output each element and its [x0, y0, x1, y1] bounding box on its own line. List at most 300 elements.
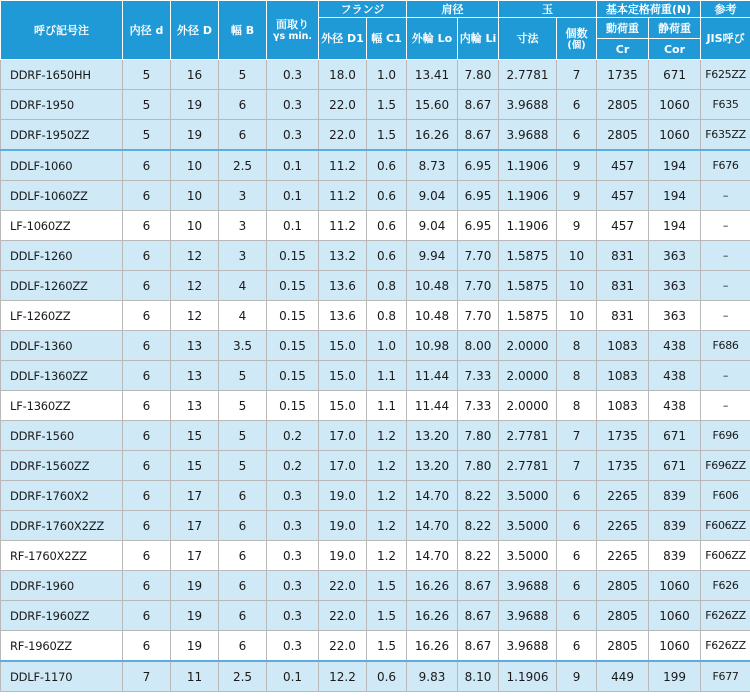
- header-width: 幅 B: [219, 1, 267, 60]
- cell-shoulder-outer: 10.48: [407, 301, 458, 331]
- cell-jis: F686: [701, 331, 750, 361]
- cell-static-load: 438: [649, 361, 701, 391]
- cell-flange-width: 1.5: [367, 120, 407, 151]
- table-row: [1, 601, 750, 631]
- cell-designation: DDRF-1560ZZ: [1, 451, 123, 481]
- cell-shoulder-outer: 14.70: [407, 481, 458, 511]
- cell-ball-count: 9: [557, 181, 597, 211]
- cell-ball-size: 3.9688: [499, 631, 557, 662]
- cell-ball-count: 10: [557, 241, 597, 271]
- cell-ball-count: 6: [557, 541, 597, 571]
- cell-dynamic-load: 2805: [597, 90, 649, 120]
- cell-shoulder-inner: 8.67: [458, 601, 499, 631]
- cell-shoulder-inner: 7.70: [458, 241, 499, 271]
- cell-shoulder-outer: 11.44: [407, 361, 458, 391]
- cell-jis: F626ZZ: [701, 631, 750, 662]
- cell-chamfer: 0.1: [267, 661, 319, 692]
- cell-jis: –: [701, 391, 750, 421]
- cell-jis: –: [701, 361, 750, 391]
- cell-bore: 6: [123, 541, 171, 571]
- cell-dynamic-load: 457: [597, 150, 649, 181]
- cell-ball-count: 8: [557, 331, 597, 361]
- cell-outer-diameter: 12: [171, 271, 219, 301]
- cell-designation: DDLF-1260: [1, 241, 123, 271]
- cell-ball-size: 1.5875: [499, 271, 557, 301]
- cell-ball-count: 8: [557, 361, 597, 391]
- cell-shoulder-inner: 8.22: [458, 481, 499, 511]
- cell-width: 5: [219, 60, 267, 90]
- cell-designation: DDRF-1650HH: [1, 60, 123, 90]
- cell-jis: F606: [701, 481, 750, 511]
- table-row: [1, 511, 750, 541]
- cell-bore: 6: [123, 391, 171, 421]
- header-flange-width: 幅 C1: [367, 18, 407, 60]
- cell-chamfer: 0.3: [267, 511, 319, 541]
- header-dynamic: 動荷重: [597, 18, 649, 39]
- cell-flange-width: 1.1: [367, 361, 407, 391]
- cell-ball-count: 9: [557, 211, 597, 241]
- cell-dynamic-load: 457: [597, 181, 649, 211]
- cell-designation: LF-1260ZZ: [1, 301, 123, 331]
- cell-ball-count: 10: [557, 271, 597, 301]
- cell-bore: 7: [123, 661, 171, 692]
- cell-flange-width: 0.6: [367, 661, 407, 692]
- cell-outer-diameter: 15: [171, 451, 219, 481]
- header-flange: フランジ: [319, 1, 407, 18]
- cell-designation: DDLF-1170: [1, 661, 123, 692]
- cell-chamfer: 0.2: [267, 451, 319, 481]
- cell-dynamic-load: 2805: [597, 571, 649, 601]
- header-flange-outer: 外径 D1: [319, 18, 367, 60]
- table-row: [1, 661, 750, 692]
- table-row: [1, 451, 750, 481]
- cell-ball-count: 6: [557, 631, 597, 662]
- cell-flange-width: 1.2: [367, 541, 407, 571]
- cell-dynamic-load: 1083: [597, 391, 649, 421]
- cell-static-load: 438: [649, 331, 701, 361]
- cell-shoulder-outer: 16.26: [407, 631, 458, 662]
- cell-bore: 6: [123, 150, 171, 181]
- cell-flange-width: 1.2: [367, 421, 407, 451]
- cell-shoulder-outer: 11.44: [407, 391, 458, 421]
- cell-designation: DDRF-1760X2ZZ: [1, 511, 123, 541]
- cell-outer-diameter: 16: [171, 60, 219, 90]
- cell-jis: –: [701, 181, 750, 211]
- cell-ball-size: 1.5875: [499, 301, 557, 331]
- header-jis: JIS呼び: [701, 18, 750, 60]
- cell-width: 6: [219, 571, 267, 601]
- cell-jis: F606ZZ: [701, 541, 750, 571]
- cell-bore: 6: [123, 271, 171, 301]
- cell-shoulder-inner: 7.33: [458, 391, 499, 421]
- cell-ball-size: 1.1906: [499, 211, 557, 241]
- cell-flange-width: 1.5: [367, 571, 407, 601]
- header-outer-diameter: 外径 D: [171, 1, 219, 60]
- cell-shoulder-inner: 8.67: [458, 120, 499, 151]
- cell-flange-outer: 13.2: [319, 241, 367, 271]
- cell-bore: 6: [123, 331, 171, 361]
- cell-bore: 6: [123, 301, 171, 331]
- cell-ball-size: 2.7781: [499, 60, 557, 90]
- cell-width: 3: [219, 211, 267, 241]
- header-load-rating: 基本定格荷重(N): [597, 1, 701, 18]
- cell-dynamic-load: 2805: [597, 601, 649, 631]
- cell-flange-outer: 22.0: [319, 571, 367, 601]
- cell-jis: –: [701, 271, 750, 301]
- table-row: [1, 90, 750, 120]
- table-row: [1, 361, 750, 391]
- cell-shoulder-outer: 13.41: [407, 60, 458, 90]
- cell-static-load: 671: [649, 421, 701, 451]
- cell-flange-outer: 19.0: [319, 541, 367, 571]
- cell-dynamic-load: 831: [597, 241, 649, 271]
- cell-flange-outer: 11.2: [319, 150, 367, 181]
- cell-width: 5: [219, 421, 267, 451]
- cell-dynamic-load: 2265: [597, 511, 649, 541]
- cell-flange-outer: 11.2: [319, 211, 367, 241]
- header-ball-size: 寸法: [499, 18, 557, 60]
- cell-shoulder-outer: 8.73: [407, 150, 458, 181]
- cell-flange-width: 1.2: [367, 451, 407, 481]
- table-row: [1, 150, 750, 181]
- cell-shoulder-inner: 8.67: [458, 90, 499, 120]
- cell-jis: F606ZZ: [701, 511, 750, 541]
- cell-width: 6: [219, 631, 267, 662]
- table-row: [1, 631, 750, 662]
- header-designation: 呼び記号注: [1, 1, 123, 60]
- cell-flange-outer: 19.0: [319, 511, 367, 541]
- cell-chamfer: 0.3: [267, 601, 319, 631]
- cell-flange-outer: 22.0: [319, 90, 367, 120]
- cell-width: 5: [219, 451, 267, 481]
- cell-flange-outer: 12.2: [319, 661, 367, 692]
- cell-ball-size: 1.1906: [499, 661, 557, 692]
- cell-shoulder-inner: 8.10: [458, 661, 499, 692]
- cell-shoulder-outer: 13.20: [407, 451, 458, 481]
- header-static: 静荷重: [649, 18, 701, 39]
- cell-width: 3: [219, 181, 267, 211]
- cell-bore: 6: [123, 181, 171, 211]
- cell-jis: F677: [701, 661, 750, 692]
- cell-jis: –: [701, 301, 750, 331]
- cell-width: 6: [219, 511, 267, 541]
- cell-outer-diameter: 19: [171, 571, 219, 601]
- cell-chamfer: 0.3: [267, 571, 319, 601]
- cell-designation: LF-1060ZZ: [1, 211, 123, 241]
- cell-width: 3: [219, 241, 267, 271]
- cell-static-load: 199: [649, 661, 701, 692]
- cell-shoulder-outer: 9.04: [407, 181, 458, 211]
- cell-outer-diameter: 17: [171, 541, 219, 571]
- header-shoulder-inner: 内輪 Li: [458, 18, 499, 60]
- header-bore: 内径 d: [123, 1, 171, 60]
- cell-dynamic-load: 457: [597, 211, 649, 241]
- cell-flange-width: 1.0: [367, 331, 407, 361]
- cell-shoulder-outer: 14.70: [407, 541, 458, 571]
- cell-chamfer: 0.3: [267, 481, 319, 511]
- cell-width: 2.5: [219, 150, 267, 181]
- cell-shoulder-inner: 8.22: [458, 511, 499, 541]
- cell-outer-diameter: 19: [171, 631, 219, 662]
- cell-designation: DDRF-1760X2: [1, 481, 123, 511]
- cell-ball-count: 6: [557, 511, 597, 541]
- cell-dynamic-load: 831: [597, 301, 649, 331]
- cell-width: 4: [219, 271, 267, 301]
- header-shoulder-outer: 外輪 Lo: [407, 18, 458, 60]
- cell-ball-count: 9: [557, 150, 597, 181]
- cell-static-load: 194: [649, 150, 701, 181]
- cell-static-load: 1060: [649, 601, 701, 631]
- cell-dynamic-load: 1735: [597, 451, 649, 481]
- cell-jis: F696ZZ: [701, 451, 750, 481]
- cell-designation: DDLF-1360ZZ: [1, 361, 123, 391]
- table-row: [1, 241, 750, 271]
- cell-width: 6: [219, 601, 267, 631]
- cell-ball-size: 3.5000: [499, 481, 557, 511]
- cell-static-load: 839: [649, 511, 701, 541]
- header-ball-count-label: 個数: [565, 26, 588, 40]
- cell-width: 6: [219, 90, 267, 120]
- cell-designation: DDLF-1360: [1, 331, 123, 361]
- table-row: [1, 331, 750, 361]
- cell-shoulder-outer: 14.70: [407, 511, 458, 541]
- cell-outer-diameter: 10: [171, 181, 219, 211]
- cell-shoulder-inner: 8.67: [458, 571, 499, 601]
- cell-shoulder-outer: 16.26: [407, 601, 458, 631]
- cell-jis: F635: [701, 90, 750, 120]
- cell-width: 6: [219, 120, 267, 151]
- cell-shoulder-inner: 7.80: [458, 60, 499, 90]
- cell-width: 4: [219, 301, 267, 331]
- cell-flange-outer: 22.0: [319, 631, 367, 662]
- cell-chamfer: 0.3: [267, 60, 319, 90]
- cell-designation: DDRF-1560: [1, 421, 123, 451]
- cell-flange-width: 1.2: [367, 481, 407, 511]
- table-row: [1, 421, 750, 451]
- table-row: [1, 181, 750, 211]
- cell-shoulder-outer: 10.48: [407, 271, 458, 301]
- cell-flange-width: 1.2: [367, 511, 407, 541]
- cell-shoulder-outer: 9.94: [407, 241, 458, 271]
- cell-dynamic-load: 831: [597, 271, 649, 301]
- cell-chamfer: 0.15: [267, 331, 319, 361]
- cell-width: 6: [219, 481, 267, 511]
- cell-jis: F676: [701, 150, 750, 181]
- cell-shoulder-inner: 6.95: [458, 150, 499, 181]
- cell-outer-diameter: 10: [171, 150, 219, 181]
- cell-ball-size: 2.0000: [499, 331, 557, 361]
- cell-flange-outer: 13.6: [319, 271, 367, 301]
- cell-jis: –: [701, 241, 750, 271]
- cell-chamfer: 0.15: [267, 391, 319, 421]
- cell-shoulder-outer: 16.26: [407, 571, 458, 601]
- cell-flange-outer: 15.0: [319, 331, 367, 361]
- cell-chamfer: 0.15: [267, 301, 319, 331]
- header-shoulder: 肩径: [407, 1, 499, 18]
- cell-ball-count: 10: [557, 301, 597, 331]
- cell-ball-count: 8: [557, 391, 597, 421]
- cell-chamfer: 0.15: [267, 361, 319, 391]
- cell-flange-outer: 11.2: [319, 181, 367, 211]
- cell-ball-count: 7: [557, 60, 597, 90]
- cell-flange-width: 1.1: [367, 391, 407, 421]
- cell-flange-width: 0.6: [367, 150, 407, 181]
- cell-bore: 6: [123, 421, 171, 451]
- cell-shoulder-outer: 9.04: [407, 211, 458, 241]
- cell-designation: RF-1960ZZ: [1, 631, 123, 662]
- cell-outer-diameter: 10: [171, 211, 219, 241]
- cell-outer-diameter: 17: [171, 481, 219, 511]
- cell-ball-count: 6: [557, 90, 597, 120]
- cell-bore: 5: [123, 120, 171, 151]
- cell-bore: 5: [123, 60, 171, 90]
- cell-shoulder-inner: 6.95: [458, 211, 499, 241]
- cell-width: 6: [219, 541, 267, 571]
- cell-dynamic-load: 2805: [597, 120, 649, 151]
- cell-shoulder-inner: 7.70: [458, 301, 499, 331]
- cell-designation: DDRF-1960: [1, 571, 123, 601]
- cell-designation: DDRF-1950: [1, 90, 123, 120]
- header-chamfer-sub: γs min.: [273, 31, 312, 42]
- cell-static-load: 438: [649, 391, 701, 421]
- cell-outer-diameter: 19: [171, 120, 219, 151]
- cell-ball-count: 7: [557, 421, 597, 451]
- cell-ball-count: 6: [557, 571, 597, 601]
- cell-ball-size: 1.1906: [499, 181, 557, 211]
- cell-static-load: 194: [649, 181, 701, 211]
- cell-dynamic-load: 1083: [597, 331, 649, 361]
- cell-designation: DDLF-1060: [1, 150, 123, 181]
- cell-chamfer: 0.2: [267, 421, 319, 451]
- cell-width: 2.5: [219, 661, 267, 692]
- cell-flange-outer: 17.0: [319, 421, 367, 451]
- cell-width: 3.5: [219, 331, 267, 361]
- cell-shoulder-inner: 7.70: [458, 271, 499, 301]
- header-ball: 玉: [499, 1, 597, 18]
- cell-flange-outer: 17.0: [319, 451, 367, 481]
- cell-outer-diameter: 19: [171, 601, 219, 631]
- cell-width: 5: [219, 391, 267, 421]
- cell-ball-size: 3.9688: [499, 90, 557, 120]
- cell-dynamic-load: 2265: [597, 481, 649, 511]
- cell-flange-width: 1.5: [367, 601, 407, 631]
- cell-flange-outer: 22.0: [319, 601, 367, 631]
- cell-bore: 6: [123, 241, 171, 271]
- table-row: [1, 571, 750, 601]
- cell-ball-count: 9: [557, 661, 597, 692]
- cell-static-load: 363: [649, 271, 701, 301]
- cell-static-load: 1060: [649, 631, 701, 662]
- cell-flange-width: 1.0: [367, 60, 407, 90]
- cell-ball-size: 3.5000: [499, 541, 557, 571]
- cell-outer-diameter: 19: [171, 90, 219, 120]
- cell-flange-outer: 18.0: [319, 60, 367, 90]
- cell-dynamic-load: 1083: [597, 361, 649, 391]
- header-chamfer-label: 面取り: [276, 18, 309, 31]
- cell-outer-diameter: 12: [171, 301, 219, 331]
- cell-ball-size: 3.5000: [499, 511, 557, 541]
- cell-static-load: 1060: [649, 120, 701, 151]
- table-row: [1, 391, 750, 421]
- cell-outer-diameter: 17: [171, 511, 219, 541]
- table-header: [1, 1, 750, 60]
- cell-bore: 6: [123, 571, 171, 601]
- cell-ball-count: 6: [557, 601, 597, 631]
- cell-static-load: 671: [649, 60, 701, 90]
- cell-flange-outer: 15.0: [319, 391, 367, 421]
- table-row: [1, 481, 750, 511]
- cell-flange-outer: 15.0: [319, 361, 367, 391]
- cell-ball-count: 6: [557, 481, 597, 511]
- cell-bore: 6: [123, 361, 171, 391]
- cell-shoulder-inner: 8.00: [458, 331, 499, 361]
- cell-ball-size: 2.7781: [499, 421, 557, 451]
- cell-outer-diameter: 11: [171, 661, 219, 692]
- cell-chamfer: 0.3: [267, 631, 319, 662]
- cell-shoulder-inner: 7.33: [458, 361, 499, 391]
- cell-flange-width: 1.5: [367, 631, 407, 662]
- header-static-sub: Cor: [649, 39, 701, 60]
- cell-chamfer: 0.3: [267, 90, 319, 120]
- table-body: [1, 60, 750, 692]
- cell-jis: F625ZZ: [701, 60, 750, 90]
- table-row: [1, 301, 750, 331]
- cell-shoulder-inner: 6.95: [458, 181, 499, 211]
- cell-ball-size: 3.9688: [499, 601, 557, 631]
- cell-bore: 6: [123, 601, 171, 631]
- header-ball-count: [557, 18, 597, 60]
- cell-dynamic-load: 2265: [597, 541, 649, 571]
- cell-jis: F626ZZ: [701, 601, 750, 631]
- table-row: [1, 60, 750, 90]
- cell-designation: DDLF-1060ZZ: [1, 181, 123, 211]
- cell-ball-size: 2.7781: [499, 451, 557, 481]
- cell-chamfer: 0.3: [267, 120, 319, 151]
- cell-ball-size: 2.0000: [499, 361, 557, 391]
- cell-chamfer: 0.1: [267, 150, 319, 181]
- cell-ball-size: 3.9688: [499, 571, 557, 601]
- cell-outer-diameter: 12: [171, 241, 219, 271]
- header-ball-count-sub: (個): [567, 39, 586, 51]
- header-chamfer: [267, 1, 319, 60]
- cell-outer-diameter: 15: [171, 421, 219, 451]
- cell-designation: LF-1360ZZ: [1, 391, 123, 421]
- cell-ball-size: 1.5875: [499, 241, 557, 271]
- table-row: [1, 541, 750, 571]
- table-row: [1, 271, 750, 301]
- cell-dynamic-load: 449: [597, 661, 649, 692]
- cell-outer-diameter: 13: [171, 331, 219, 361]
- cell-shoulder-inner: 7.80: [458, 451, 499, 481]
- cell-designation: DDRF-1960ZZ: [1, 601, 123, 631]
- cell-dynamic-load: 2805: [597, 631, 649, 662]
- cell-flange-width: 0.6: [367, 211, 407, 241]
- cell-shoulder-outer: 15.60: [407, 90, 458, 120]
- cell-static-load: 1060: [649, 90, 701, 120]
- cell-ball-count: 6: [557, 120, 597, 151]
- cell-flange-width: 0.6: [367, 181, 407, 211]
- cell-flange-width: 0.8: [367, 271, 407, 301]
- cell-bore: 6: [123, 511, 171, 541]
- cell-flange-outer: 22.0: [319, 120, 367, 151]
- cell-chamfer: 0.3: [267, 541, 319, 571]
- cell-shoulder-outer: 10.98: [407, 331, 458, 361]
- cell-jis: F696: [701, 421, 750, 451]
- cell-designation: DDRF-1950ZZ: [1, 120, 123, 151]
- cell-chamfer: 0.15: [267, 271, 319, 301]
- cell-width: 5: [219, 361, 267, 391]
- cell-dynamic-load: 1735: [597, 60, 649, 90]
